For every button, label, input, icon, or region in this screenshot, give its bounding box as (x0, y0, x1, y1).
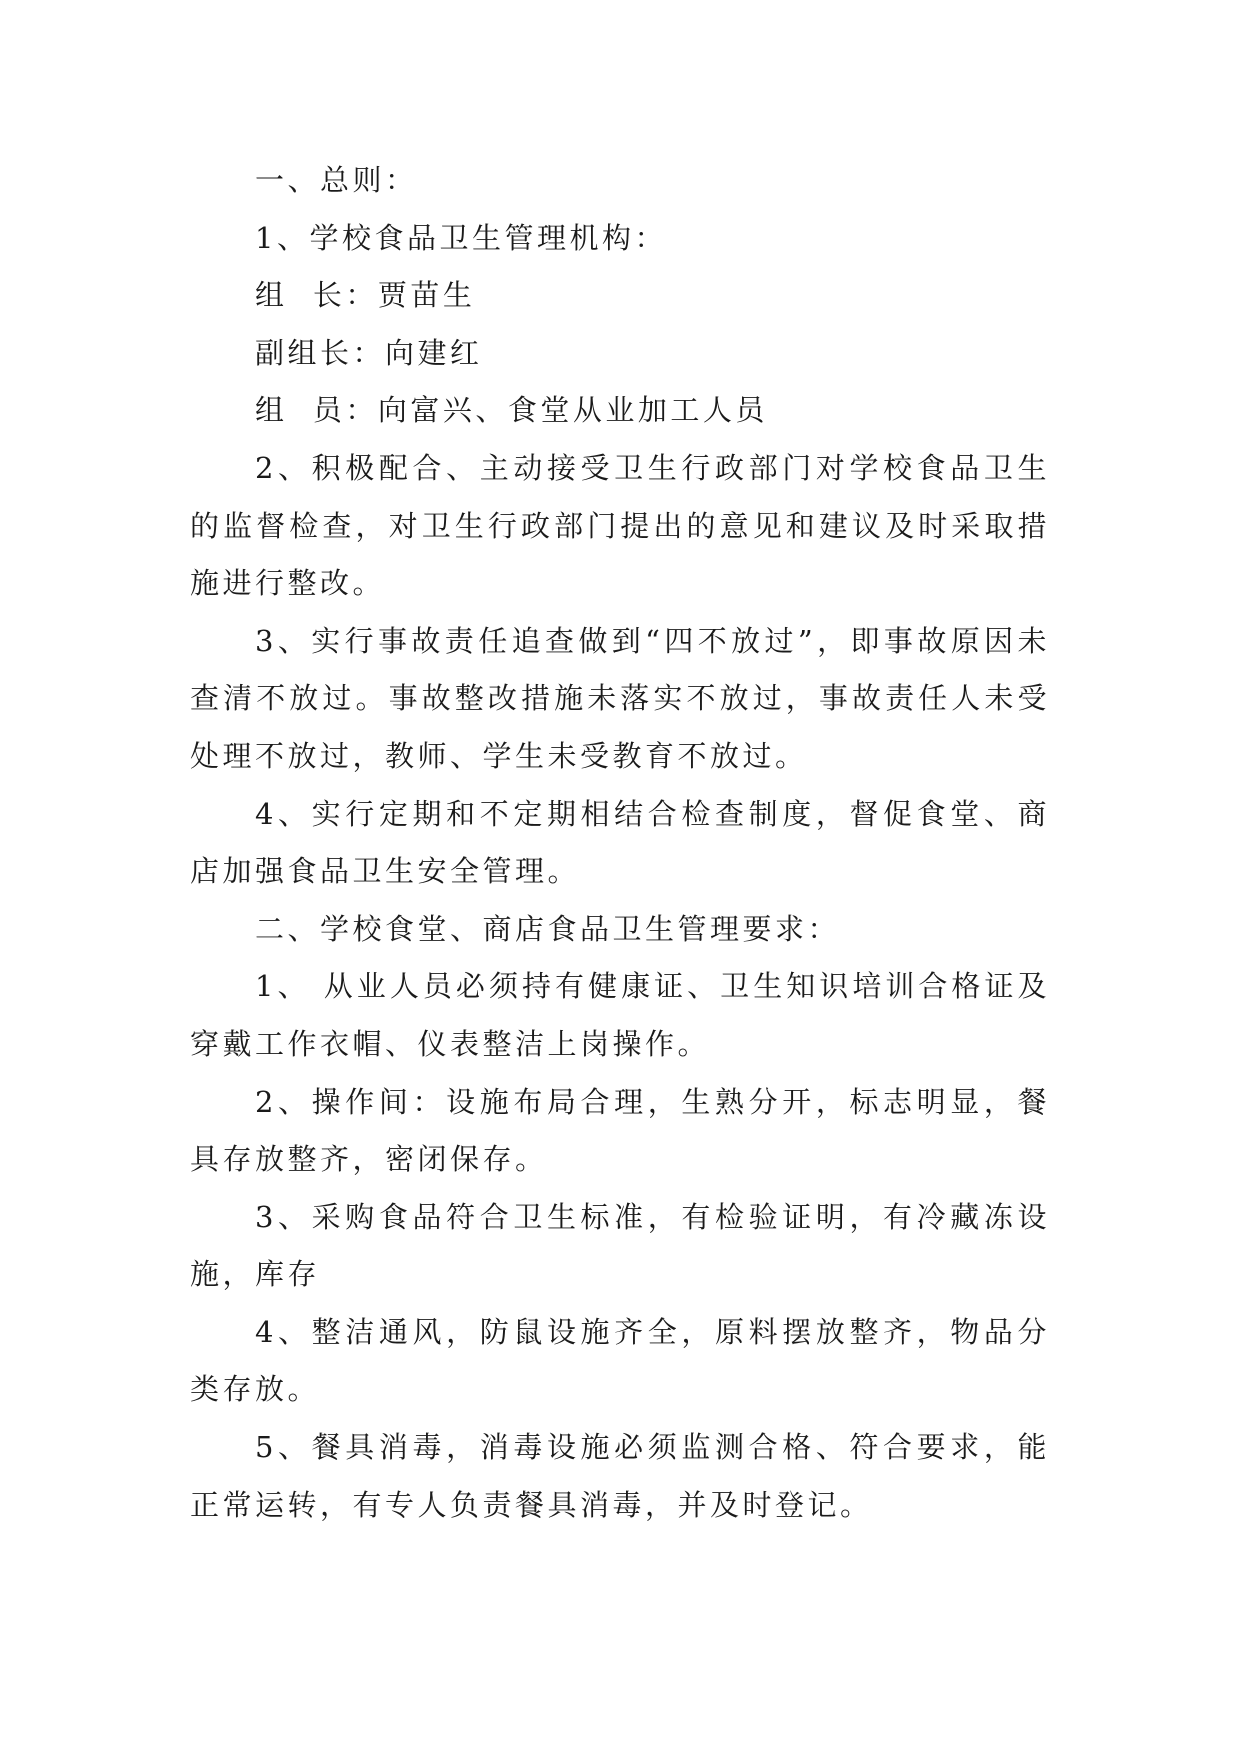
paragraph-item-4: 4、实行定期和不定期相结合检查制度，督促食堂、商店加强食品卫生安全管理。 (190, 796, 1050, 889)
paragraph-req-4: 4、整洁通风，防鼠设施齐全，原料摆放整齐，物品分类存放。 (190, 1314, 1050, 1407)
paragraph-group-members: 组 员：向富兴、食堂从业加工人员 (255, 393, 768, 428)
section-heading-requirements: 二、学校食堂、商店食品卫生管理要求： (255, 911, 841, 946)
paragraph-group-leader: 组 长：贾苗生 (255, 278, 476, 313)
paragraph-req-2: 2、操作间：设施布局合理，生熟分开，标志明显，餐具存放整齐，密闭保存。 (190, 1084, 1050, 1177)
document-body (190, 152, 1050, 1534)
paragraph-item-3: 3、实行事故责任追查做到“四不放过”，即事故原因未查清不放过。事故整改措施未落实不放过，事故责任人未受处理不放过，教师、学生未受教育不放过。 (190, 623, 1050, 773)
section-heading-general: 一、总则： (255, 163, 418, 197)
paragraph-item-2: 2、积极配合、主动接受卫生行政部门对学校食品卫生的监督检查，对卫生行政部门提出的意见和建议及时采取措施进行整改。 (190, 450, 1050, 601)
paragraph-management-org: 1、学校食品卫生管理机构： (255, 220, 667, 255)
paragraph-req-3: 3、采购食品符合卫生标准，有检验证明，有冷藏冻设施，库存 (190, 1199, 1050, 1292)
paragraph-deputy-leader: 副组长：向建红 (255, 335, 483, 370)
paragraph-req-5: 5、餐具消毒，消毒设施必须监测合格、符合要求，能正常运转，有专人负责餐具消毒，并及时登记。 (190, 1430, 1050, 1522)
paragraph-req-1: 1、 从业人员必须持有健康证、卫生知识培训合格证及穿戴工作衣帽、仪表整洁上岗操作。 (190, 969, 1050, 1061)
